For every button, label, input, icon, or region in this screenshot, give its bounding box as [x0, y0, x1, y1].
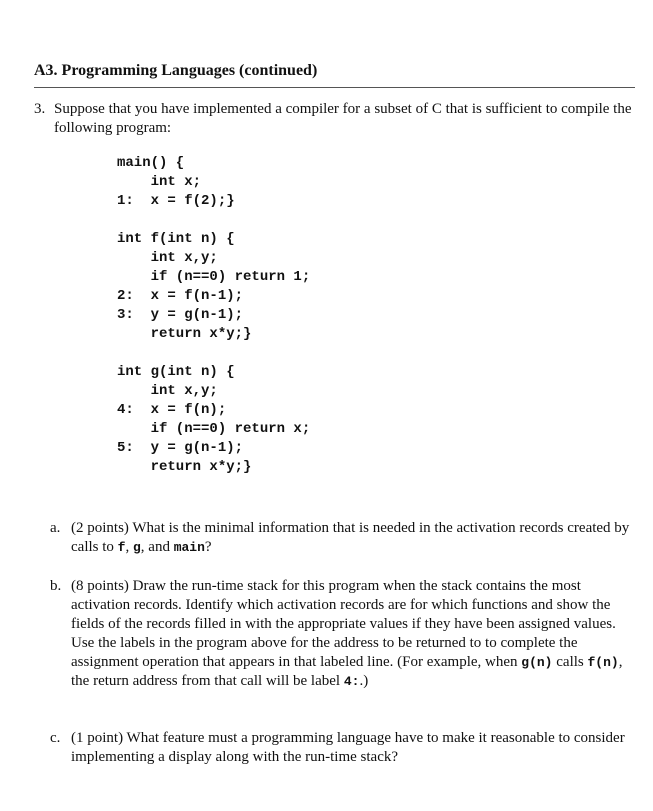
- code-line: int f(int n) {: [117, 231, 235, 247]
- code-g: g: [132, 540, 141, 555]
- question-text: Suppose that you have implemented a compiler for a subset of C that is sufficient to compile the following program:: [54, 101, 632, 136]
- code-line: [117, 211, 310, 230]
- program-listing: [117, 154, 310, 477]
- code-label-4: 4:: [343, 674, 360, 689]
- code-main: main: [173, 540, 205, 555]
- code-line: int g(int n) {: [117, 364, 235, 380]
- part-a-sep-2: , and: [140, 539, 174, 555]
- part-b-text: [71, 577, 635, 691]
- code-line: return x*y;}: [117, 459, 252, 475]
- part-a-sep-1: ,: [125, 539, 133, 555]
- part-c-label: c.: [50, 730, 61, 746]
- part-b-text-2: calls: [552, 654, 588, 670]
- part-a-text-2: ?: [204, 539, 212, 555]
- code-line: 1: x = f(2);}: [117, 193, 235, 209]
- code-line: if (n==0) return 1;: [117, 269, 311, 285]
- code-line: int x,y;: [117, 383, 218, 399]
- section-heading: A3. Programming Languages (continued): [34, 62, 318, 79]
- code-line: 4: x = f(n);: [117, 402, 227, 418]
- part-a-label: a.: [50, 520, 61, 536]
- code-line: 2: x = f(n-1);: [117, 288, 244, 304]
- code-line: 5: y = g(n-1);: [117, 440, 244, 456]
- code-line: main() {: [117, 155, 185, 171]
- part-c-text: (1 point) What feature must a programming language have to make it reasonable to consider implementing a display along with the run-time stack?: [71, 730, 625, 765]
- part-a-text-1: (2 points) What is the minimal information that is needed in the activation records created by calls to: [71, 520, 630, 555]
- part-b-text-1: (8 points) Draw the run-time stack for this program when the stack contains the most activation records. Identify which activation records are for which functions and show the fields of the records filled in with the appropriate values if they have been assigned values. Use the labels in the program above for the address to be returned to to complete the assignment operation that appears in that labeled line. (For example, when: [71, 578, 616, 670]
- code-line: return x*y;}: [117, 326, 252, 342]
- part-b-text-4: .): [359, 673, 369, 689]
- code-line: int x;: [117, 174, 202, 190]
- part-a-text: [71, 519, 635, 557]
- code-f: f: [117, 540, 126, 555]
- code-g-n: g(n): [521, 655, 553, 670]
- code-line: if (n==0) return x;: [117, 421, 311, 437]
- code-line: 3: y = g(n-1);: [117, 307, 244, 323]
- code-line: int x,y;: [117, 250, 218, 266]
- part-b-text-3: , the return address from that call will be label: [71, 654, 623, 689]
- code-line: [117, 344, 310, 363]
- part-b-label: b.: [50, 578, 62, 594]
- code-f-n: f(n): [587, 655, 619, 670]
- question-number: 3.: [34, 101, 46, 117]
- heading-rule: [34, 87, 635, 88]
